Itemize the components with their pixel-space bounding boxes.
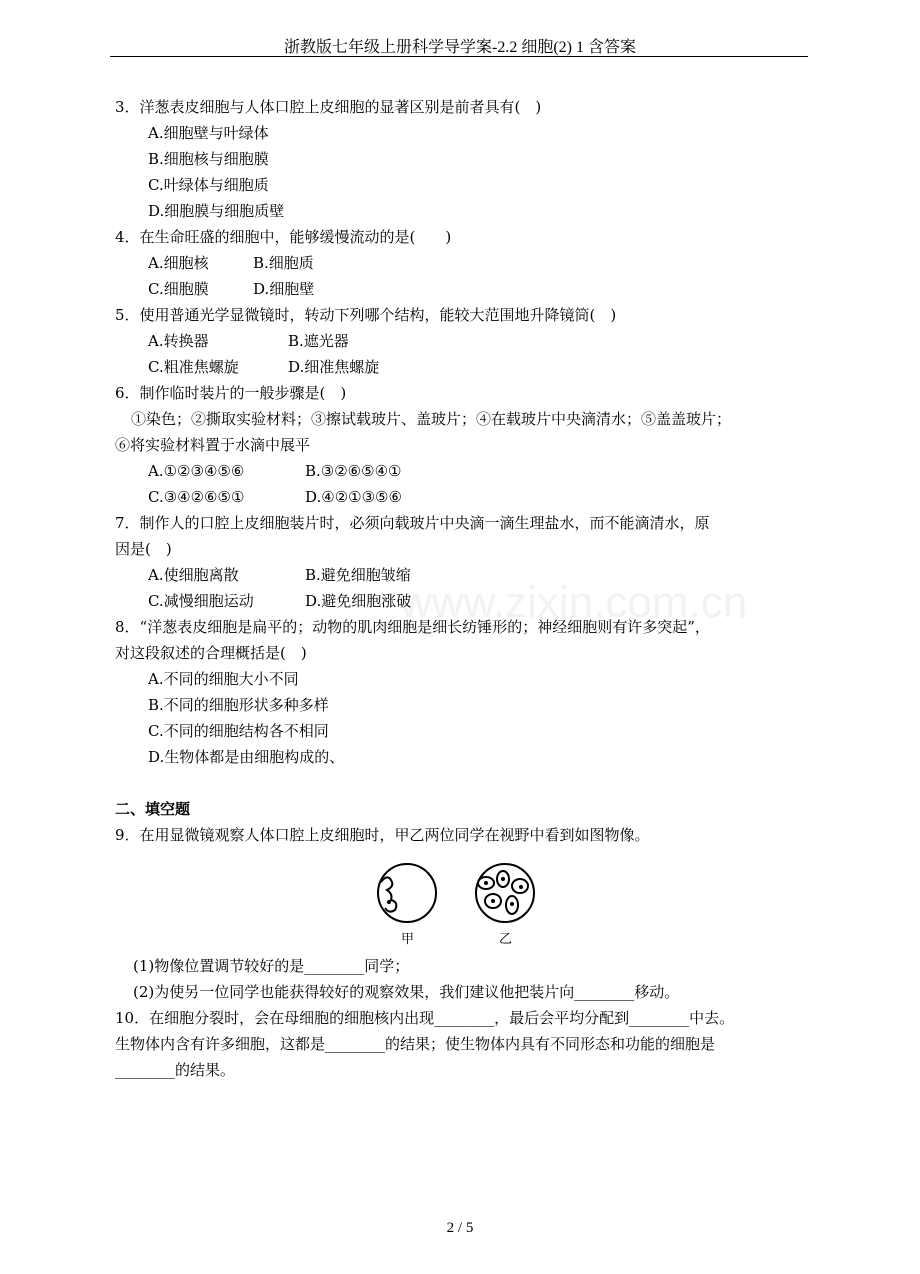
q4-option-b: B.细胞质: [253, 254, 314, 272]
q5-option-d: D.细准焦螺旋: [288, 358, 380, 376]
q10-line3: ________的结果。: [115, 1061, 236, 1079]
q6-option-b: B.③②⑥⑤④①: [305, 462, 402, 480]
q3-option-c: C.叶绿体与细胞质: [148, 176, 269, 194]
q9-stem: 9．在用显微镜观察人体口腔上皮细胞时，甲乙两位同学在视野中看到如图物像。: [115, 826, 650, 844]
q4-option-d: D.细胞壁: [253, 280, 315, 298]
header-divider: [110, 56, 808, 57]
q4-option-a: A.细胞核: [148, 254, 209, 272]
figure-label-yi: 乙: [499, 932, 513, 947]
q4-option-c: C.细胞膜: [148, 280, 209, 298]
q4-stem: 4．在生命旺盛的细胞中，能够缓慢流动的是( ): [115, 228, 452, 246]
q6-stem: 6．制作临时装片的一般步骤是( ): [115, 384, 347, 402]
q5-stem: 5．使用普通光学显微镜时，转动下列哪个结构，能较大范围地升降镜筒( ): [115, 306, 617, 324]
q6-option-a: A.①②③④⑤⑥: [148, 462, 245, 480]
q8-option-c: C.不同的细胞结构各不相同: [148, 722, 329, 740]
q6-steps-line2: ⑥将实验材料置于水滴中展平: [115, 436, 311, 454]
q9-part2: (2)为使另一位同学也能获得较好的观察效果，我们建议他把装片向________移动。: [133, 983, 680, 1001]
q5-option-c: C.粗准焦螺旋: [148, 358, 239, 376]
watermark: www.zixin.com.cn: [400, 578, 748, 627]
q8-stem-line2: 对这段叙述的合理概括是( ): [115, 644, 307, 662]
q7-option-b: B.避免细胞皱缩: [305, 566, 411, 584]
q7-stem-line1: 7．制作人的口腔上皮细胞装片时，必须向载玻片中央滴一滴生理盐水，而不能滴清水，原: [115, 514, 710, 532]
q5-option-a: A.转换器: [148, 332, 209, 350]
q10-line1: 10．在细胞分裂时，会在母细胞的细胞核内出现________，最后会平均分配到________中去。: [115, 1009, 735, 1027]
q8-stem-line1: 8．“洋葱表皮细胞是扁平的；动物的肌肉细胞是细长纺锤形的；神经细胞则有许多突起”，: [115, 618, 710, 636]
microscope-figure: [375, 860, 545, 945]
q9-part1: (1)物像位置调节较好的是________同学；: [133, 957, 410, 975]
q3-stem: 3．洋葱表皮细胞与人体口腔上皮细胞的显著区别是前者具有( ): [115, 98, 542, 116]
q3-option-a: A.细胞壁与叶绿体: [148, 124, 269, 142]
q3-option-b: B.细胞核与细胞膜: [148, 150, 269, 168]
q6-steps-line1: ①染色；②撕取实验材料；③擦试载玻片、盖玻片；④在载玻片中央滴清水；⑤盖盖玻片；: [131, 410, 732, 428]
page-number: 2 / 5: [446, 1220, 474, 1236]
q3-option-d: D.细胞膜与细胞质壁: [148, 202, 285, 220]
q6-option-c: C.③④②⑥⑤①: [148, 488, 245, 506]
section-title: 二、填空题: [115, 800, 191, 818]
q7-option-a: A.使细胞离散: [148, 566, 239, 584]
microscope-views-illustration: [375, 860, 545, 930]
q8-option-b: B.不同的细胞形状多种多样: [148, 696, 329, 714]
q8-option-a: A.不同的细胞大小不同: [148, 670, 299, 688]
q7-stem-line2: 因是( ): [115, 540, 172, 558]
q5-option-b: B.遮光器: [288, 332, 349, 350]
q7-option-c: C.减慢细胞运动: [148, 592, 254, 610]
q10-line2: 生物体内含有许多细胞，这都是________的结果；使生物体内具有不同形态和功能的细胞是: [115, 1035, 716, 1053]
q6-option-d: D.④②①③⑤⑥: [305, 488, 402, 506]
q7-option-d: D.避免细胞涨破: [305, 592, 412, 610]
q8-option-d: D.生物体都是由细胞构成的、: [148, 748, 345, 766]
page-header: 浙教版七年级上册科学导学案-2.2 细胞(2) 1 含答案: [284, 39, 636, 56]
figure-label-jia: 甲: [401, 932, 415, 947]
